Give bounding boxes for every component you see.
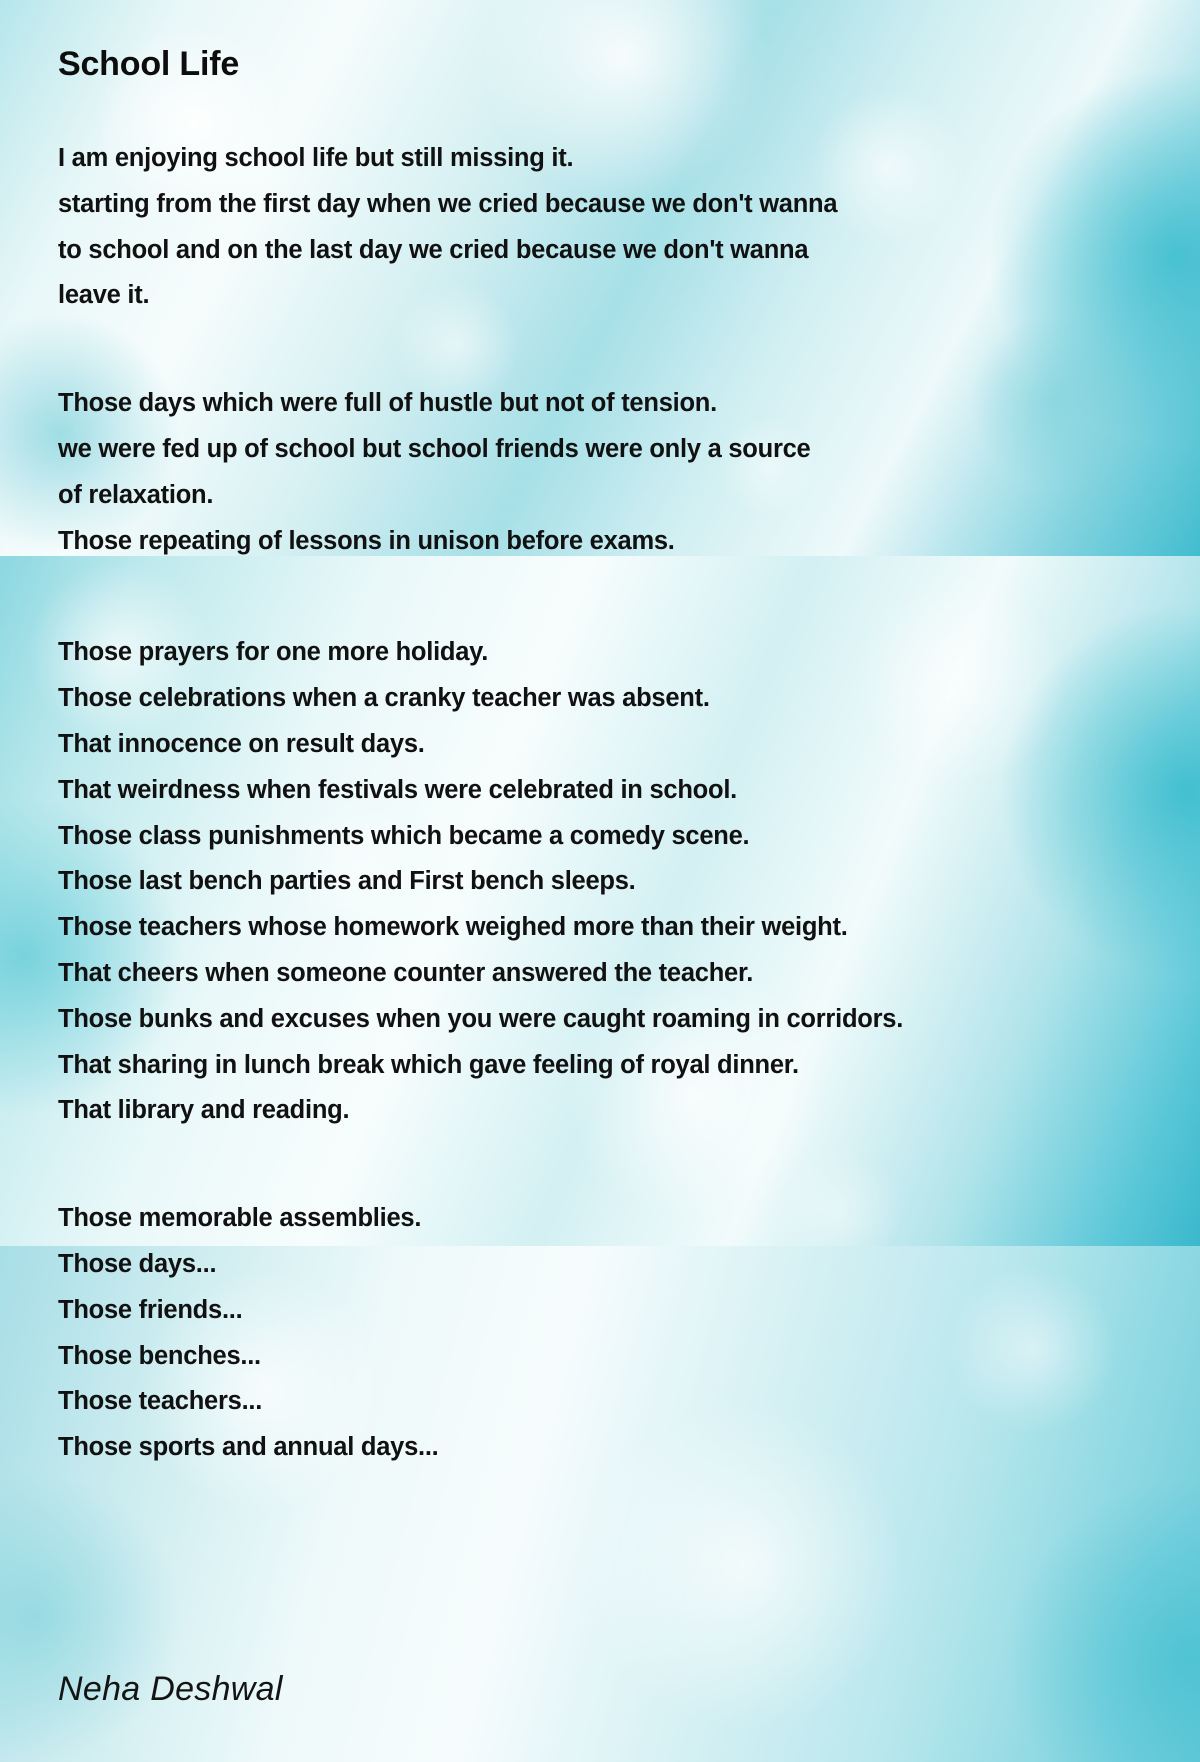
poem-line: Those last bench parties and First bench sleeps.: [58, 867, 636, 896]
poem-line: of relaxation.: [58, 480, 214, 509]
poem-line: Those days which were full of hustle but not of tension.: [58, 389, 717, 418]
poem-line: Those teachers...: [58, 1387, 263, 1416]
stanza-2: [58, 381, 1168, 564]
poem-line: Those days...: [58, 1249, 217, 1278]
poem-line: Those bunks and excuses when you were caught roaming in corridors.: [58, 1004, 904, 1033]
poem-line: I am enjoying school life but still missing it.: [58, 144, 574, 172]
poem-body: [58, 136, 1168, 1471]
poem-line: Those benches...: [58, 1341, 261, 1370]
stanza-4: [58, 1196, 1168, 1471]
poem-line: That innocence on result days.: [58, 729, 425, 758]
poem-line: Those celebrations when a cranky teacher was absent.: [58, 684, 710, 713]
stanza-1: [58, 136, 1168, 319]
stanza-spacer: [58, 1174, 1168, 1196]
poem-line: we were fed up of school but school friends were only a source: [58, 434, 811, 463]
poem-line: Those memorable assemblies.: [58, 1204, 422, 1233]
poem-line: starting from the first day when we cried because we don't wanna: [58, 189, 838, 218]
poem-line: Those sports and annual days...: [58, 1433, 439, 1462]
stanza-spacer: [58, 604, 1168, 630]
poem-line: Those teachers whose homework weighed more than their weight.: [58, 913, 848, 942]
poem-line: leave it.: [58, 281, 150, 310]
poem-line: to school and on the last day we cried because we don't wanna: [58, 235, 809, 264]
poem-line: That sharing in lunch break which gave feeling of royal dinner.: [58, 1050, 799, 1079]
poem-line: That library and reading.: [58, 1096, 350, 1125]
stanza-3: [58, 630, 1168, 1134]
poem-author: Neha Deshwal: [58, 1670, 283, 1708]
poem-line: That cheers when someone counter answered the teacher.: [58, 958, 754, 987]
page-title: School Life: [58, 45, 240, 83]
poem-line: Those prayers for one more holiday.: [58, 638, 489, 667]
poem-line: Those repeating of lessons in unison before exams.: [58, 526, 675, 555]
poem-line: That weirdness when festivals were celebrated in school.: [58, 775, 737, 804]
poem-line: Those friends...: [58, 1295, 243, 1324]
poem-line: Those class punishments which became a comedy scene.: [58, 821, 750, 850]
stanza-spacer: [58, 359, 1168, 381]
